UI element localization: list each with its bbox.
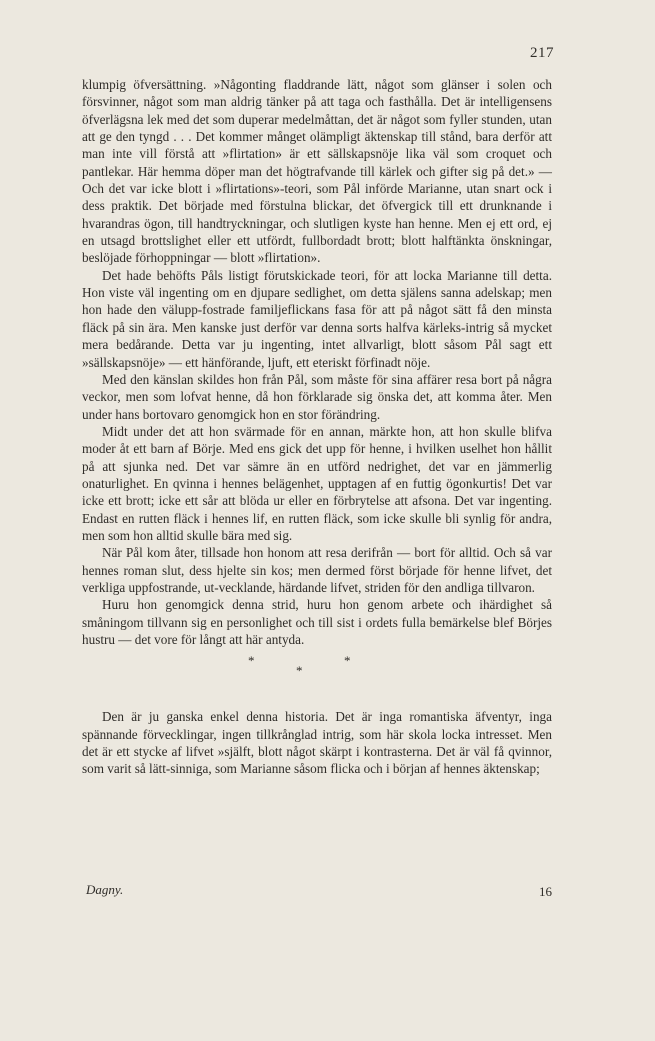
asterisk-left: * bbox=[248, 653, 255, 669]
asterisk-right: * bbox=[344, 653, 351, 669]
paragraph-2: Det hade behöfts Påls listigt förutskickade teori, för att locka Marianne till detta. Hon viste väl ingenting om en djupare sedlighet, om detta själens sanna adelskap; men hon hade den välupp-fostrade familjeflickans fasa för att på något sätt få den minsta fläck på sin ära. Men kanske just derför var denna sorts halfva kärleks-intrig så mycket mera bedårande. Detta var ju ingenting, intet allvarligt, blott såsom Pål sagt ett »sällskapsnöje» — ett hänförande, ljuft, ett eteriskt förfinadt nöje. bbox=[82, 267, 552, 370]
body-text bbox=[82, 76, 552, 778]
page-footer bbox=[86, 882, 552, 900]
paragraph-4: Midt under det att hon svärmade för en annan, märkte hon, att hon skulle blifva moder åt ett barn af Börje. Med ens gick det upp för henne, i hvilken uselhet hon hållit på att sjunka ned. Det var sämre än en utförd nedrighet, det var en jämmerlig onaturlighet. En qvinna i hennes belägenhet, upptagen af en futtig ögonkurtis! Det var icke ett brott; icke ett sår att blöda ur eller en förbrytelse att afsona. Det var ingenting. Endast en rutten fläck i hennes lif, en rutten fläck, som icke skulle bli synlig för andra, men som hon alltid skulle bära med sig. bbox=[82, 423, 552, 543]
section-break-asterism bbox=[82, 648, 552, 708]
page-number: 217 bbox=[530, 45, 554, 61]
sheet-number: 16 bbox=[539, 884, 552, 899]
paragraph-5: När Pål kom åter, tillsade hon honom att resa derifrån — bort för alltid. Och så var hennes roman slut, dess hjelte sin kos; men dermed först började för henne lifvet, det verkliga uppfostrande, ut-vecklande, härdande lifvet, striden för den andliga tillvaron. bbox=[82, 545, 552, 595]
paragraph-1: klumpig öfversättning. »Någonting fladdrande lätt, något som glänser i solen och försvinner, något som man aldrig tänker på att taga och fasthålla. Det är intelligensens öfverlägsna lek med det som duperar medelmåttan, det är något som fyller stunden, utan att ge den tyngd . . . Det kommer månget olämpligt äktenskap till stånd, bara derför att man inte vill förstå att »flirtation» är ett sällskapsnöje lika väl som croquet och pantlekar. Här hemma döper man det högtrafvande till kärlek och gifter sig på det.» — Och det var icke blott i »flirtations»-teori, som Pål införde Marianne, utan snart ock i dess praktik. Det började med förstulna blickar, det öfvergick till ett drunknande i hvarandras ögon, till handtryckningar, och slutligen kyste han henne. Men ej ett ord, ej en utsagd brottslighet eller ett utfördt, fullbordadt brott; blott halftänkta önskningar, beslöjade förhoppningar — blott »flirtation». bbox=[82, 77, 552, 266]
paragraph-7: Den är ju ganska enkel denna historia. Det är inga romantiska äfventyr, inga spännande förvecklingar, ingen tillkrånglad intrig, som här skola locka intresset. Men det är ett stycke af lifvet »själft, blott något skärpt i kontrasterna. Det är väl få qvinnor, som varit så lätt-sinniga, som Marianne såsom flicka och i början af hennes äktenskap; bbox=[82, 709, 552, 777]
paragraph-6: Huru hon genomgick denna strid, huru hon genom arbete och ihärdighet så småningom tillvann sig en personlighet och till sist i ordets fulla bemärkelse blef Börjes hustru — det vore för långt att här antyda. bbox=[82, 597, 552, 647]
asterisk-center: * bbox=[296, 663, 303, 679]
signature-mark: Dagny. bbox=[86, 882, 124, 897]
paragraph-3: Med den känslan skildes hon från Pål, som måste för sina affärer resa bort på några veckor, men som lofvat henne, då hon förklarade sig önska det, att komma åter. Men under hans bortovaro genomgick hon en stor förändring. bbox=[82, 371, 552, 422]
